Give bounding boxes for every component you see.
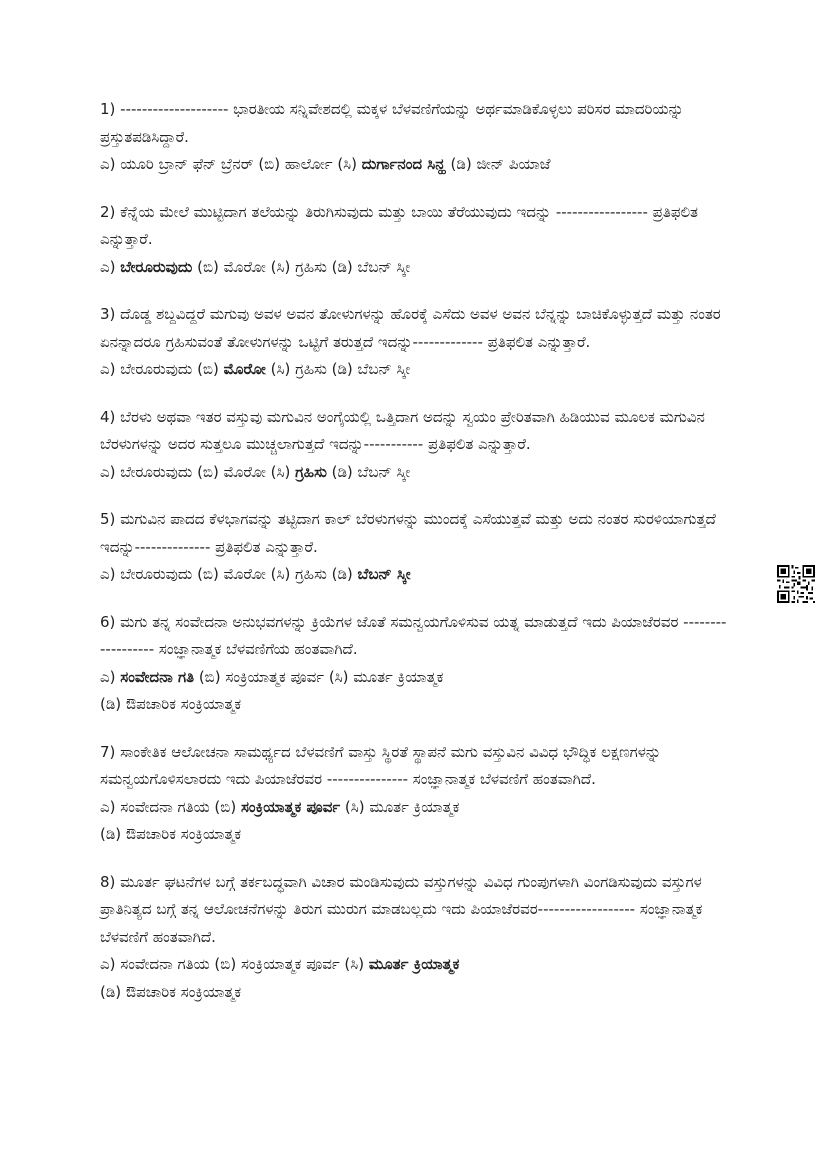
option-text: ಎ) ಸಂವೇದನಾ ಗತಿಯ (ಬಿ) ಸಂಕ್ರಿಯಾತ್ಮಕ ಪೂರ್ವ (ಸಿ) bbox=[100, 955, 369, 973]
options-line bbox=[100, 794, 728, 822]
options-line bbox=[100, 979, 728, 1007]
document-page bbox=[100, 96, 728, 1026]
option-text: ಎ) ಸಂವೇದನಾ ಗತಿಯ (ಬಿ) bbox=[100, 797, 241, 816]
question-8 bbox=[100, 869, 728, 1007]
question-stem: 4) ಬೆರಳು ಅಥವಾ ಇತರ ವಸ್ತುವು ಮಗುವಿನ ಅಂಗೈಯಲ್ಲಿ ಒತ್ತಿದಾಗ ಅದನ್ನು ಸ್ವಯಂ ಪ್ರೇರಿತವಾಗಿ ಹಿಡಿಯುವ ಮೂಲಕ ಮಗುವಿನ ಬೆರಳುಗಳನ್ನು ಅದರ ಸುತ್ತಲೂ ಮುಚ್ಚಲಾಗುತ್ತದೆ ಇದನ್ನು----------- ಪ್ರತಿಫಲಿತ ಎನ್ನುತ್ತಾರೆ. bbox=[100, 407, 705, 453]
option-text: (ಬಿ) ಮೊರೋ (ಸಿ) ಗ್ರಹಿಸು (ಡಿ) ಬೆಬನ್ ಸ್ಕೀ bbox=[192, 257, 411, 276]
question-stem: 5) ಮಗುವಿನ ಪಾದದ ಕೆಳಭಾಗವನ್ನು ತಟ್ಟಿದಾಗ ಕಾಲ್ ಬೆರಳುಗಳನ್ನು ಮುಂದಕ್ಕೆ ಎಸೆಯುತ್ತವೆ ಮತ್ತು ಅದು ನಂತರ ಸುರಳಿಯಾಗುತ್ತದೆ ಇದನ್ನು-------------- ಪ್ರತಿಫಲಿತ ಎನ್ನುತ್ತಾರೆ. bbox=[100, 510, 716, 556]
option-text: ಎ) ಬೇರೂರುವುದು (ಬಿ) ಮೊರೋ (ಸಿ) ಗ್ರಹಿಸು (ಡಿ) bbox=[100, 565, 358, 583]
correct-answer: ಮೊರೋ bbox=[223, 360, 266, 378]
options-line bbox=[100, 151, 728, 179]
option-text: (ಡಿ) ಔಪಚಾರಿಕ ಸಂಕ್ರಿಯಾತ್ಮಕ bbox=[100, 825, 242, 843]
option-text: (ಸಿ) ಮೂರ್ತ ಕ್ರಿಯಾತ್ಮಕ bbox=[340, 797, 460, 816]
option-text: (ಡಿ) ಬೆಬನ್ ಸ್ಕೀ bbox=[326, 462, 411, 481]
question-2 bbox=[100, 199, 728, 282]
question-1 bbox=[100, 96, 728, 179]
correct-answer: ಸಂಕ್ರಿಯಾತ್ಮಕ ಪೂರ್ವ bbox=[240, 797, 341, 816]
correct-answer: ದುರ್ಗಾನಂದ ಸಿನ್ಹ bbox=[361, 155, 446, 173]
question-4 bbox=[100, 404, 728, 487]
question-stem: 3) ದೊಡ್ಡ ಶಬ್ದವಿದ್ದರೆ ಮಗುವು ಅವಳ ಅವನ ತೋಳುಗಳನ್ನು ಹೊರಕ್ಕೆ ಎಸೆದು ಅವಳ ಅವನ ಬೆನ್ನನ್ನು ಬಾಚಿಕೊಳ್ಳುತ್ತದೆ ಮತ್ತು ನಂತರ ಏನನ್ನಾದರೂ ಗ್ರಹಿಸುವಂತೆ ತೋಳುಗಳನ್ನು ಒಟ್ಟಿಗೆ ತರುತ್ತದೆ ಇದನ್ನು------------- ಪ್ರತಿಫಲಿತ ಎನ್ನುತ್ತಾರೆ. bbox=[100, 305, 721, 351]
question-stem: 6) ಮಗು ತನ್ನ ಸಂವೇದನಾ ಅನುಭವಗಳನ್ನು ಕ್ರಿಯೆಗಳ ಜೊತೆ ಸಮನ್ವಯಗೊಳಿಸುವ ಯತ್ನ ಮಾಡುತ್ತದೆ ಇದು ಪಿಯಾಜೆರವರ ------------------ ಸಂಜ್ಞಾನಾತ್ಮಕ ಬೆಳವಣಿಗೆಯ ಹಂತವಾಗಿದೆ. bbox=[100, 612, 727, 658]
options-line bbox=[100, 254, 728, 282]
qr-code-icon bbox=[777, 565, 815, 603]
options-line bbox=[100, 459, 728, 487]
options-line bbox=[100, 356, 728, 384]
options-line bbox=[100, 664, 728, 692]
correct-answer: ಮೂರ್ತ ಕ್ರಿಯಾತ್ಮಕ bbox=[368, 955, 460, 973]
options-line bbox=[100, 561, 728, 589]
question-7 bbox=[100, 739, 728, 849]
option-text: (ಡಿ) ಔಪಚಾರಿಕ ಸಂಕ್ರಿಯಾತ್ಮಕ bbox=[100, 982, 242, 1001]
correct-answer: ಸಂವೇದನಾ ಗತಿ bbox=[120, 667, 195, 686]
correct-answer: ಗ್ರಹಿಸು bbox=[295, 462, 327, 481]
question-stem: 2) ಕೆನ್ನೆಯ ಮೇಲೆ ಮುಟ್ಟಿದಾಗ ತಲೆಯನ್ನು ತಿರುಗಿಸುವುದು ಮತ್ತು ಬಾಯಿ ತೆರೆಯುವುದು ಇದನ್ನು ----------------- ಪ್ರತಿಫಲಿತ ಎನ್ನುತ್ತಾರೆ. bbox=[100, 202, 698, 248]
option-text: ಎ) ಯೂರಿ ಬ್ರಾನ್ ಫೆನ್ ಬ್ರೆನರ್ (ಬಿ) ಹಾರ್ಲೋ (ಸಿ) bbox=[100, 155, 362, 173]
question-stem: 1) -------------------- ಭಾರತೀಯ ಸನ್ನಿವೇಶದಲ್ಲಿ ಮಕ್ಕಳ ಬೆಳವಣಿಗೆಯನ್ನು ಅರ್ಥಮಾಡಿಕೊಳ್ಳಲು ಪರಿಸರ ಮಾದರಿಯನ್ನು ಪ್ರಸ್ತುತಪಡಿಸಿದ್ದಾರೆ. bbox=[100, 100, 684, 146]
correct-answer: ಬೇರೂರುವುದು bbox=[120, 257, 193, 276]
options-line bbox=[100, 951, 728, 979]
option-text: (ಡಿ) ಔಪಚಾರಿಕ ಸಂಕ್ರಿಯಾತ್ಮಕ bbox=[100, 695, 242, 713]
option-text: (ಬಿ) ಸಂಕ್ರಿಯಾತ್ಮಕ ಪೂರ್ವ (ಸಿ) ಮೂರ್ತ ಕ್ರಿಯಾತ್ಮಕ bbox=[194, 667, 444, 686]
options-line bbox=[100, 691, 728, 719]
question-5 bbox=[100, 506, 728, 589]
correct-answer: ಬೆಬನ್ ಸ್ಕೀ bbox=[357, 565, 411, 583]
question-stem: 8) ಮೂರ್ತ ಘಟನೆಗಳ ಬಗ್ಗೆ ತರ್ಕಬದ್ಧವಾಗಿ ವಿಚಾರ ಮಂಡಿಸುವುದು ವಸ್ತುಗಳನ್ನು ವಿವಿಧ ಗುಂಪುಗಳಾಗಿ ವಿಂಗಡಿಸುವುದು ವಸ್ತುಗಳ ಪ್ರಾತಿನಿತ್ಯದ ಬಗ್ಗೆ ತನ್ನ ಆಲೋಚನೆಗಳನ್ನು ತಿರುಗ ಮುರುಗ ಮಾಡಬಲ್ಲದು ಇದು ಪಿಯಾಜೆರವರ------------------ ಸಂಜ್ಞಾನಾತ್ಮಕ ಬೆಳವಣಿಗೆ ಹಂತವಾಗಿದೆ. bbox=[100, 872, 703, 946]
question-3 bbox=[100, 301, 728, 384]
question-stem: 7) ಸಾಂಕೇತಿಕ ಆಲೋಚನಾ ಸಾಮರ್ಥ್ಯದ ಬೆಳವಣಿಗೆ ವಾಸ್ತು ಸ್ಥಿರತೆ ಸ್ಥಾಪನೆ ಮಗು ವಸ್ತುವಿನ ವಿವಿಧ ಭೌದ್ಧಿಕ ಲಕ್ಷಣಗಳನ್ನು ಸಮನ್ವಯಗೊಳಿಸಲಾರದು ಇದು ಪಿಯಾಜೆರವರ --------------- ಸಂಜ್ಞಾನಾತ್ಮಕ ಬೆಳವಣಿಗೆ ಹಂತವಾಗಿದೆ. bbox=[100, 742, 662, 788]
option-text: (ಸಿ) ಗ್ರಹಿಸು (ಡಿ) ಬೆಬನ್ ಸ್ಕೀ bbox=[265, 360, 411, 378]
question-6 bbox=[100, 609, 728, 719]
options-line bbox=[100, 821, 728, 849]
option-text: ಎ) ಬೇರೂರುವುದು (ಬಿ) ಮೊರೋ (ಸಿ) bbox=[100, 462, 296, 481]
option-text: ಎ) ಬೇರೂರುವುದು (ಬಿ) bbox=[100, 360, 224, 378]
option-text: (ಡಿ) ಜೀನ್ ಪಿಯಾಜೆ bbox=[445, 155, 551, 173]
option-text: ಎ) bbox=[100, 257, 121, 276]
option-text: ಎ) bbox=[100, 667, 121, 686]
